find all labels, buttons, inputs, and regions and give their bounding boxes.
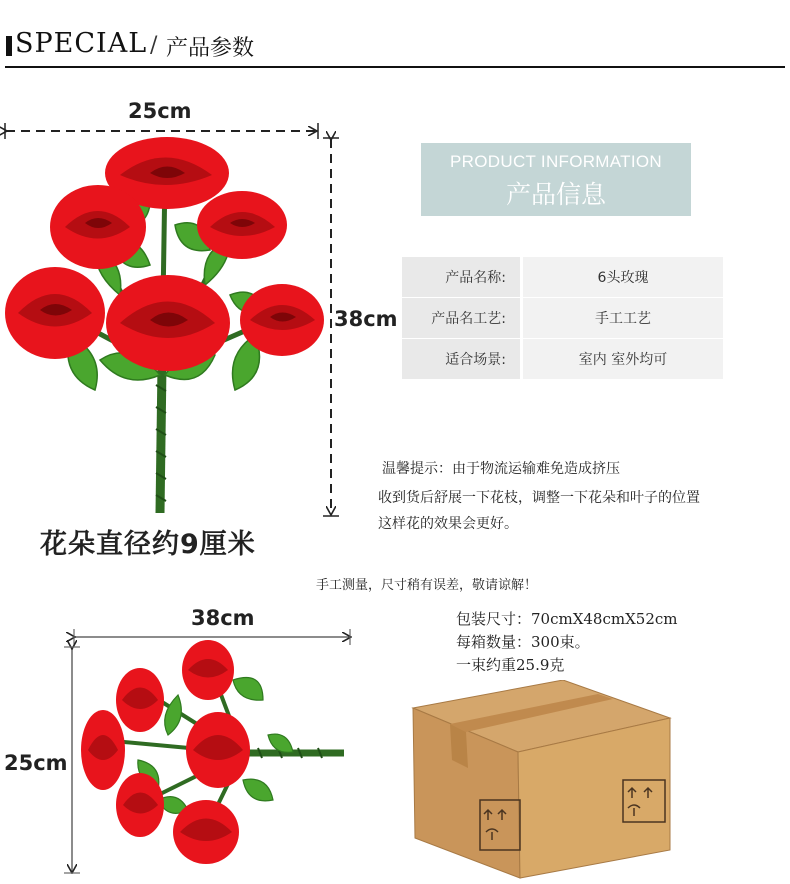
top-height-label: 38cm <box>334 307 398 331</box>
bottom-height-label: 25cm <box>4 751 68 775</box>
bottom-width-label: 38cm <box>191 606 255 630</box>
banner-title-en: PRODUCT INFORMATION <box>450 152 662 171</box>
spec-row <box>402 298 723 338</box>
rose-bouquet-image <box>0 135 330 515</box>
rose-bouquet-side-image <box>78 640 350 872</box>
spec-key: 产品名工艺: <box>402 298 520 338</box>
product-info-banner <box>421 143 691 216</box>
spec-value: 室内 室外均可 <box>523 339 723 379</box>
header-title-en: SPECIAL <box>15 28 148 59</box>
spec-value: 手工工艺 <box>523 298 723 338</box>
tip-line-3: 这样花的效果会更好。 <box>378 516 518 532</box>
banner-title-cn: 产品信息 <box>505 180 606 209</box>
spec-row <box>402 339 723 379</box>
flower-diameter-caption: 花朵直径约9厘米 <box>40 529 256 560</box>
header-title-cn: 产品参数 <box>166 36 255 61</box>
spec-value: 6头玫瑰 <box>523 257 723 297</box>
packing-size: 包装尺寸：70cmX48cmX52cm <box>456 610 678 628</box>
cardboard-box-image <box>408 680 674 880</box>
tip-line-1: 温馨提示：由于物流运输难免造成挤压 <box>382 461 620 477</box>
packing-weight: 一束约重25.9克 <box>456 656 565 674</box>
spec-row <box>402 257 723 297</box>
packing-count: 每箱数量：300束。 <box>456 633 590 651</box>
spec-key: 适合场景: <box>402 339 520 379</box>
spec-key: 产品名称: <box>402 257 520 297</box>
top-width-label: 25cm <box>128 99 192 123</box>
measurement-note: 手工测量，尺寸稍有误差，敬请谅解！ <box>316 578 538 593</box>
header-separator: / <box>150 33 158 58</box>
spec-table <box>402 257 723 380</box>
tip-line-2: 收到货后舒展一下花枝，调整一下花朵和叶子的位置 <box>378 490 700 506</box>
